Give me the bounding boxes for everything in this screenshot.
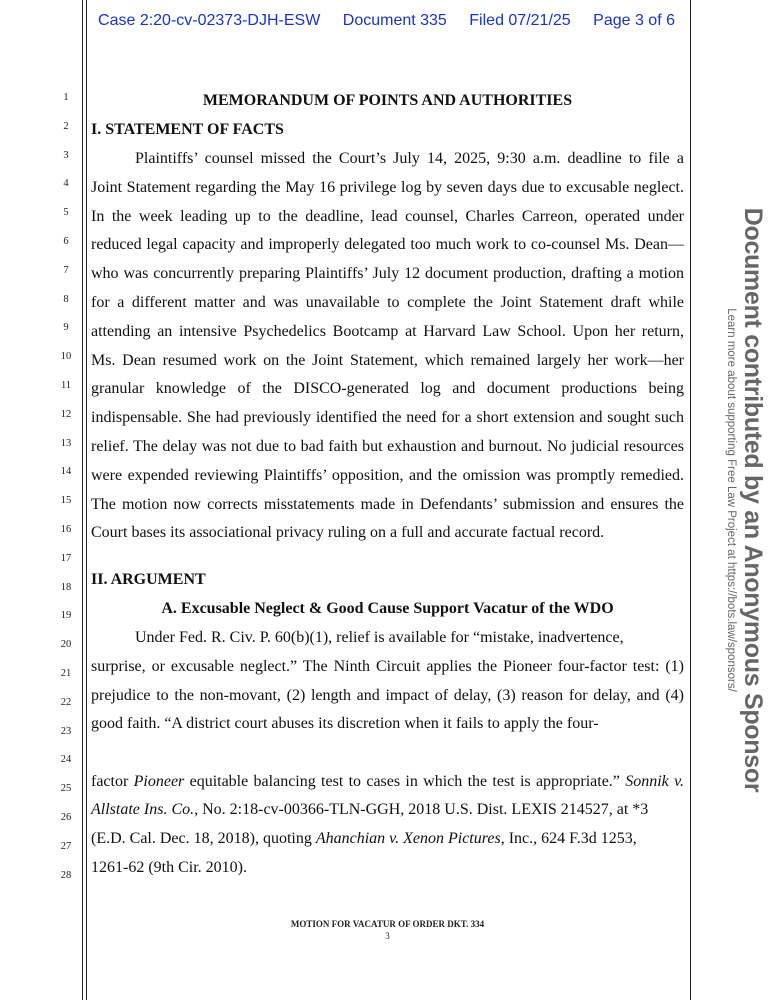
line-number: 2 [63, 120, 69, 132]
line-number: 22 [60, 696, 72, 708]
line-number: 7 [63, 264, 69, 276]
left-margin-rule [82, 0, 83, 1000]
line-number: 26 [60, 812, 72, 823]
line-number: 13 [60, 437, 72, 449]
footer-title: MOTION FOR VACATUR OF ORDER DKT. 334 [290, 919, 485, 929]
argument-line: surprise, or excusable neglect.” The Ninth Circuit applies the Pioneer four-factor test: (1) [91, 657, 684, 675]
facts-line: Joint Statement regarding the May 16 privilege log by seven days due to excusable neglect. [91, 178, 684, 196]
argument-line: 1261-62 (9th Cir. 2010). [91, 859, 247, 876]
line-number: 21 [60, 668, 72, 679]
case-number: Case 2:20-cv-02373-DJH-ESW [98, 12, 321, 29]
line-number: 25 [60, 783, 72, 795]
facts-line: Plaintiffs’ counsel missed the Court’s July 14, 2025, 9:30 a.m. deadline to file a [135, 150, 684, 167]
facts-line: relief. The delay was not due to bad faith but exhaustion and burnout. No judicial resources [91, 438, 684, 455]
facts-line: were expended reviewing Plaintiffs’ opposition, and the omission was promptly remedied. [91, 466, 684, 484]
facts-line: reduced legal capacity and improperly delegated too much work to co-counsel Ms. Dean— [91, 236, 684, 254]
argument-line: Under Fed. R. Civ. P. 60(b)(1), relief is available for “mistake, inadvertence, [135, 629, 624, 646]
facts-line: attending an intensive Psychedelics Bootcamp at Harvard Law School. Upon her return, [91, 322, 684, 340]
line-number: 23 [60, 725, 72, 737]
line-number: 18 [60, 581, 72, 593]
ecf-header [0, 12, 773, 30]
case-name: Allstate Ins. Co. [91, 801, 195, 818]
section-heading-facts: I. STATEMENT OF FACTS [91, 121, 284, 138]
watermark-subtitle: Learn more about supporting Free Law Project at https://bots.law/sponsors/ [725, 308, 737, 692]
right-margin-rule [690, 0, 691, 1000]
argument-line: factor Pioneer equitable balancing test to cases in which the test is appropriate.” Sonnik v. [91, 773, 684, 790]
facts-line: In the week leading up to the deadline, lead counsel, Charles Carreon, operated under [91, 207, 684, 225]
argument-line: prejudice to the non-movant, (2) length and impact of delay, (3) reason for delay, and (4) [91, 686, 684, 704]
watermark-title: Document contributed by an Anonymous Sponsor [739, 207, 767, 793]
section-heading-argument: II. ARGUMENT [91, 571, 206, 588]
line-number: 17 [60, 552, 72, 564]
line-number: 16 [60, 524, 72, 535]
footer-page-number: 3 [385, 931, 390, 941]
line-number: 15 [60, 495, 72, 507]
line-number: 20 [60, 639, 72, 651]
memo-title: MEMORANDUM OF POINTS AND AUTHORITIES [202, 92, 573, 109]
line-number: 5 [63, 207, 69, 219]
facts-line: for a different matter and was unavailable to complete the Joint Statement draft while [91, 294, 684, 311]
line-number: 8 [63, 293, 69, 305]
facts-line: granular knowledge of the DISCO-generated log and document productions being [91, 380, 684, 398]
case-name: Pioneer [133, 773, 185, 790]
argument-line: (E.D. Cal. Dec. 18, 2018), quoting Ahanchian v. Xenon Pictures, Inc., 624 F.3d 1253, [91, 830, 637, 847]
filed-date: Filed 07/21/25 [469, 12, 571, 29]
argument-line: Allstate Ins. Co., No. 2:18-cv-00366-TLN-GGH, 2018 U.S. Dist. LEXIS 214527, at *3 [91, 801, 649, 818]
line-number: 14 [60, 466, 72, 478]
line-number: 12 [60, 408, 72, 420]
argument-line: good faith. “A district court abuses its discretion when it fails to apply the four- [91, 715, 599, 733]
line-number: 11 [60, 380, 72, 391]
facts-line: who was concurrently preparing Plaintiffs’ July 12 document production, drafting a motion [91, 265, 684, 283]
left-margin-rule-inner [86, 0, 87, 1000]
facts-line: The motion now corrects misstatements made in Defendants’ submission and ensures the [91, 495, 684, 513]
line-number: 19 [60, 610, 72, 622]
line-number: 28 [60, 869, 72, 881]
subheading-excusable-neglect: A. Excusable Neglect & Good Cause Support Vacatur of the WDO [161, 600, 614, 617]
line-number: 1 [63, 92, 69, 103]
line-number: 27 [60, 840, 72, 852]
line-number: 4 [63, 178, 69, 190]
line-number: 10 [60, 351, 72, 363]
document-number: Document 335 [342, 12, 447, 29]
line-number: 24 [60, 754, 72, 766]
sponsor-watermark [723, 208, 767, 793]
page-indicator: Page 3 of 6 [593, 12, 675, 29]
line-number: 3 [63, 149, 69, 161]
facts-line: indispensable. She had previously identified the need for a short extension and sought such [91, 409, 684, 427]
facts-line: Court bases its associational privacy ruling on a full and accurate factual record. [91, 524, 605, 542]
case-name: Ahanchian v. Xenon Pictures [315, 830, 501, 847]
line-number: 9 [63, 322, 69, 334]
facts-line: Ms. Dean resumed work on the Joint Statement, which remained largely her work—her [91, 351, 684, 369]
line-number: 6 [63, 236, 69, 247]
case-name: Sonnik v. [625, 773, 684, 790]
